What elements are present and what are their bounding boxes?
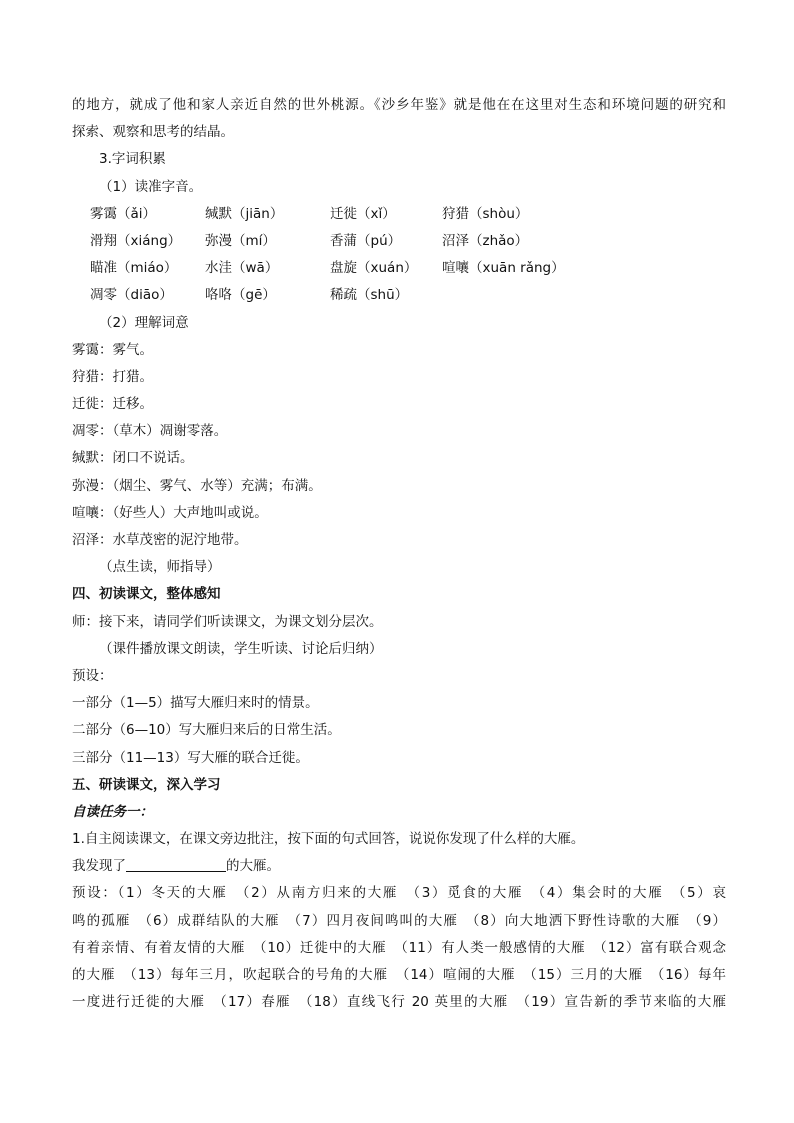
definition: 狩猎：打猎。 [72, 368, 153, 385]
definition: 喧嚷：（好些人）大声地叫或说。 [72, 504, 268, 521]
vocab-row [72, 228, 726, 255]
vocab-item: 咯咯（gē） [205, 287, 276, 304]
section-4-title: 四、初读课文，整体感知 [72, 586, 221, 603]
definition: 缄默：闭口不说话。 [72, 450, 194, 467]
answer-line: 的大雁 （13）每年三月，吹起联合的号角的大雁 （14）喧闹的大雁 （15）三月的大雁 （16）每年 [72, 967, 726, 983]
teacher-instruction: 师：接下来，请同学们听读课文，为课文划分层次。 [72, 613, 383, 630]
answer-pattern [72, 853, 726, 880]
task-1-title: 自读任务一： [72, 803, 153, 820]
vocab-item: 缄默（jiān） [205, 205, 284, 222]
definition: 沼泽：水草茂密的泥泞地带。 [72, 532, 248, 548]
teaching-note: （点生读，师指导） [99, 559, 221, 576]
vocab-item: 迁徙（xǐ） [330, 205, 396, 222]
vocab-item: 凋零（diāo） [90, 287, 173, 304]
part-summary: 一部分（1—5）描写大雁归来时的情景。 [72, 695, 319, 712]
teaching-note: （课件播放课文朗读，学生听读、讨论后归纳） [99, 640, 383, 657]
sub-2-title: （2）理解词意 [99, 314, 189, 331]
vocab-item: 稀疏（shū） [330, 287, 409, 304]
vocab-row [72, 282, 726, 309]
definition: 迁徙：迁移。 [72, 396, 153, 413]
part-summary: 三部分（11—13）写大雁的联合迁徙。 [72, 749, 309, 766]
definition: 弥漫：（烟尘、雾气、水等）充满；布满。 [72, 477, 322, 494]
part-summary: 二部分（6—10）写大雁归来后的日常生活。 [72, 722, 341, 739]
definition: 凋零：（草木）凋谢零落。 [72, 423, 228, 440]
vocab-item: 瞄准（miáo） [90, 260, 178, 277]
vocab-row [72, 201, 726, 228]
vocab-item: 滑翔（xiáng） [90, 232, 182, 249]
vocab-item: 香蒲（pú） [330, 232, 402, 249]
definition: 雾霭：雾气。 [72, 341, 153, 358]
sub-1-title: （1）读准字音。 [99, 178, 203, 195]
intro-paragraph-line: 探索、观察和思考的结晶。 [72, 124, 234, 141]
vocab-item: 盘旋（xuán） [330, 260, 418, 277]
vocab-item: 沼泽（zhǎo） [442, 232, 529, 249]
pattern-prefix: 我发现了 [72, 858, 126, 875]
vocab-row [72, 255, 726, 282]
section-3-title: 3.字词积累 [99, 151, 166, 168]
document-body [72, 92, 726, 1016]
vocab-item: 雾霭（ǎi） [90, 205, 157, 222]
answer-line: 一度进行迁徙的大雁 （17）春雁 （18）直线飞行 20 英里的大雁 （19）宣告新的季节来临的大雁 [72, 994, 726, 1011]
preset-label: 预设： [72, 667, 113, 684]
vocab-item: 喧嚷（xuān rǎng） [442, 260, 565, 277]
pattern-suffix: 的大雁。 [226, 858, 280, 875]
vocab-item: 狩猎（shòu） [442, 205, 529, 222]
intro-paragraph-line: 的地方，就成了他和家人亲近自然的世外桃源。《沙乡年鉴》就是他在在这里对生态和环境问题的研究和 [72, 97, 726, 113]
section-5-title: 五、研读课文，深入学习 [72, 776, 221, 793]
answer-line: 有着亲情、有着友情的大雁 （10）迁徙中的大雁 （11）有人类一般感情的大雁 （12）富有联合观念 [72, 939, 726, 956]
answer-line: 预设：（1）冬天的大雁 （2）从南方归来的大雁 （3）觅食的大雁 （4）集会时的大雁 （5）哀 [72, 885, 726, 902]
fill-blank [126, 857, 226, 872]
vocab-item: 水洼（wā） [205, 260, 279, 277]
vocab-item: 弥漫（mí） [205, 232, 276, 249]
answer-line: 鸣的孤雁 （6）成群结队的大雁 （7）四月夜间鸣叫的大雁 （8）向大地洒下野性诗歌的大雁 （9） [72, 912, 726, 929]
task-1-question: 1.自主阅读课文，在课文旁边批注，按下面的句式回答，说说你发现了什么样的大雁。 [72, 831, 585, 848]
